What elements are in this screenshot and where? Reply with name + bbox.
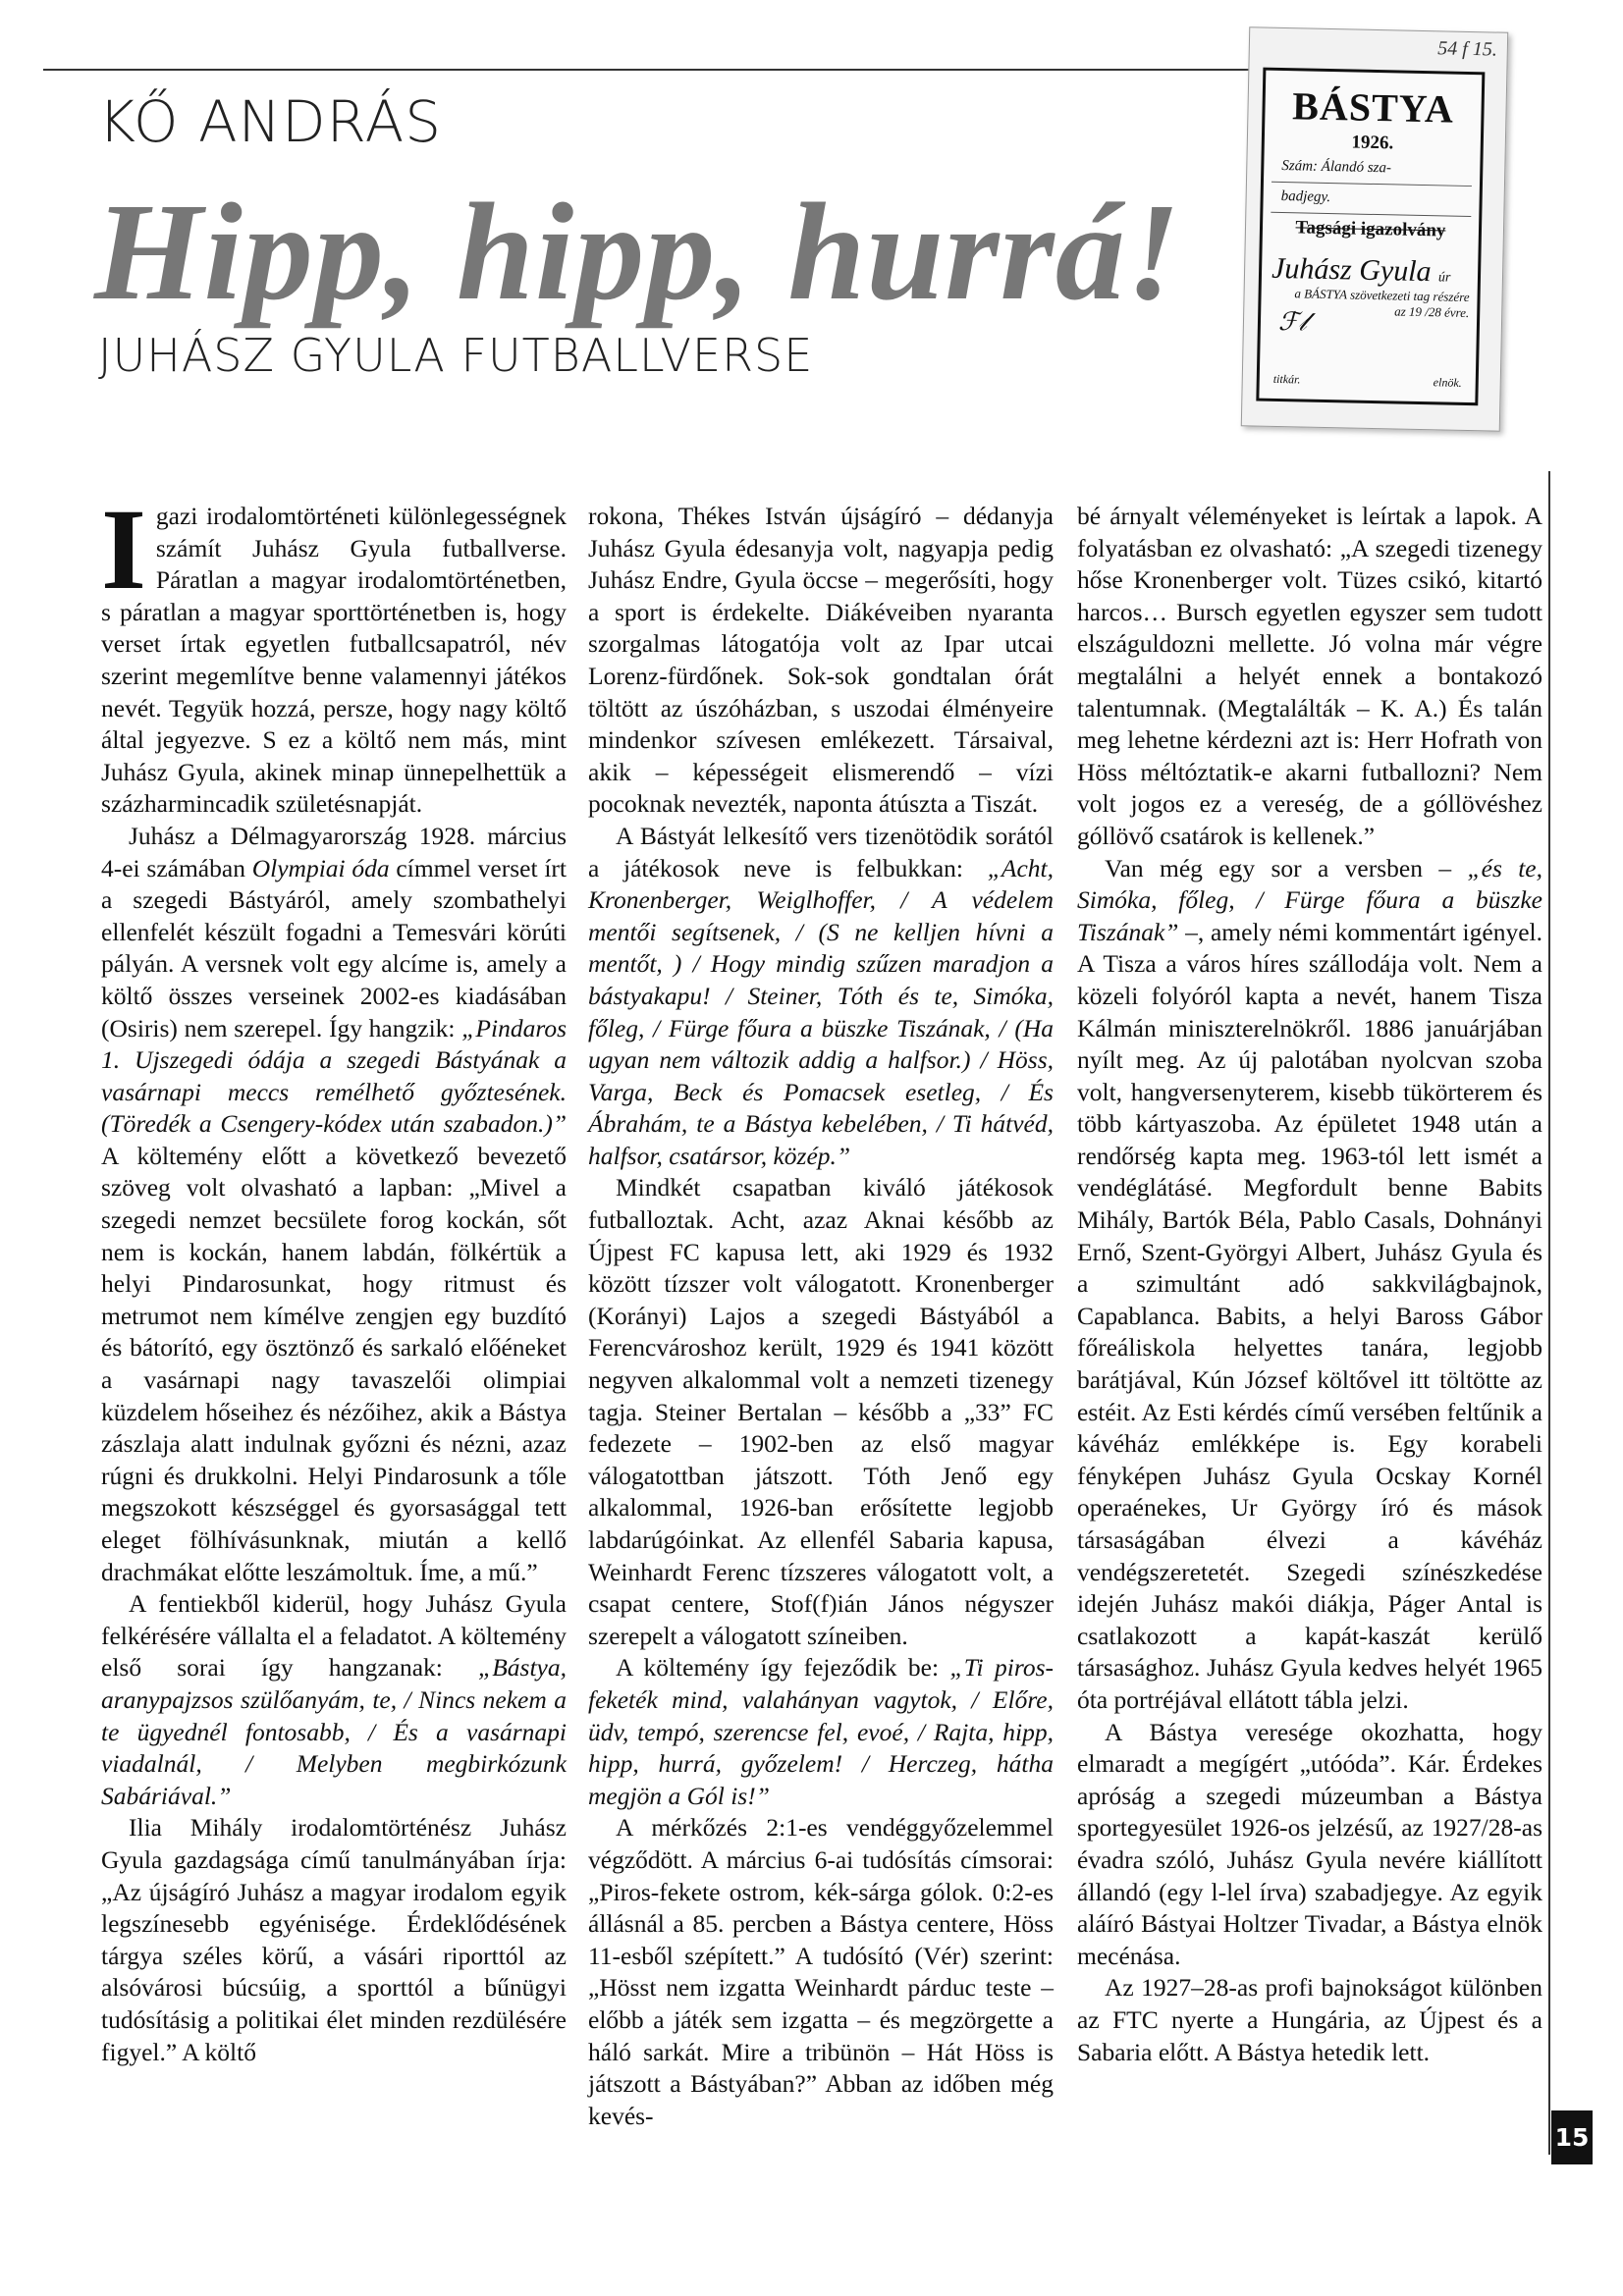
card-type: Tagsági igazolvány [1295,217,1446,241]
card-holder-name [1262,252,1479,291]
paragraph [101,1588,567,1812]
poem-quote: „Acht, Kronenberger, Weiglhoffer, / A védelem mentői segítsenek, / (S ne kelljen hívni a mentőt, ) / Hogy mindig szűzen maradjon a bástyakapu! / Steiner, Tóth és te, Simóka, főleg, / Fürge főura a büszke Tiszának, / (Ha ugyan nem változik addig a halfsor.) / Höss, Varga, Beck és Pomacsek esetleg, / És Ábrahám, te a Bástya kebelében, / Ti hátvéd, halfsor, csatársor, közép.” [588,853,1054,1170]
article-title: Hipp, hipp, hurrá! [94,174,1182,329]
drop-cap: I [101,485,146,614]
header-rule [43,69,1261,71]
poem-quote: „és te, Simóka, főleg, / Fürge főura a büszke Tiszának” [1077,853,1542,946]
paragraph: A Bástya veresége okozhatta, hogy elmaradt a megígért „utóóda”. Kár. Érdekes apróság a szegedi múzeumban a Bástya sportegyesület 1926-os jelzésű, az 1927/28-as évadra szóló, Juhász Gyula nevére kiállított állandó (egy l-lel írva) szabadjegye. Az egyik aláíró Bástyai Holtzer Tivadar, a Bástya elnök mecénása. [1077,1717,1542,1970]
paragraph: A mérkőzés 2:1-es vendéggyőzelemmel végződött. A március 6-ai tudósítás címsorai: „Piros-fekete ostrom, kék-sárga gólok. 0:2-es állásnál a 85. percben a Bástya centere, Höss 11-esből szépített.” A tudósító (Vér) szerint: „Hösst nem izgatta Weinhardt párduc teste – előbb a játék sem izgatta – és megzörgette a háló sarkát. Mire a tribünön – Hát Höss is játszott a Bástyában?” Abban az időben még kevés- [588,1813,1054,2130]
text-column-3 [1077,501,1542,2068]
card-number-line: Szám: Álandó sza- [1271,156,1473,187]
author-name: KŐ ANDRÁS [98,88,443,155]
card-frame [1256,68,1485,406]
paragraph-text: A fentiekből kiderül, hogy Juhász Gyula felkérésére vállalta el a feladatot. A költemény első sorai így hangzanak: [101,1589,567,1682]
paragraph: Az 1927–28-as profi bajnokságot különben az FTC nyerte a Hungária, az Újpest és a Sabaria előtt. A Bástya hetedik lett. [1077,1973,1542,2066]
paragraph-text: Juhász a Délmagyarország 1928. március 4-ei számában [101,821,567,882]
paragraph [1077,853,1542,1717]
card-year: 1926. [1351,132,1394,154]
paragraph: rokona, Thékes István újságíró – dédanyja Juhász Gyula édesanyja volt, nagyapja pedig Juhász Endre, Gyula öccse – megerősíti, hogy a sport is érdekelte. Diákéveiben nyaranta szorgalmas látogatója volt az Ipar utcai Lorenz-fürdőnek. Sok-sok gondtalan órát töltött az úszóházban, s uszodai élményeire mindenkor szívesen emlékezett. Társaival, akik – képességeit elismerendő – vízi pocoknak nevezték, naponta átúszta a Tiszát. [588,502,1054,819]
card-footer [1260,372,1476,392]
paragraph-text: Van még egy sor a versben – [1105,853,1468,882]
poem-quote: „Ti piros-feketék mind, valahányan vagytok, / Előre, üdv, tempó, szerencse fel, evoé, / Rajta, hipp, hipp, hurrá, győzelem! / Herczeg, hátha megjön a Gól is!” [588,1653,1054,1810]
card-number-line-2: badjegy. [1271,187,1472,217]
card-holder-suffix: úr [1437,270,1451,286]
paragraph [101,821,567,1588]
paragraph [101,485,567,821]
paragraph-text: –, amely némi kommentárt igényel. A Tisza a város híres szállodája volt. Nem a közeli folyóról kapta a nevét, hanem Tisza Kálmán miniszterelnökről. 1886 januárjában nyílt meg. Az új palotában nyolcvan szoba volt, hangversenyterem, kisebb tükörterem és több kártyaszoba. Az épületet 1948 után a rendőrség kapta meg. 1963-tól lett ismét a vendéglátásé. Megfordult benne Babits Mihály, Bartók Béla, Pablo Casals, Dohnányi Ernő, Szent-Györgyi Albert, Juhász Gyula és a szimultánt adó sakkvilágbajnok, Capablanca. Babits, a helyi Baross Gábor főreáliskola helyettes tanára, legjobb barátjával, Kún József költővel itt töltötte az estéit. Az Esti kérdés című versében feltűnik a kávéház emlékképe is. Egy korabeli fényképen Juhász Gyula Ocskay Kornél operaénekes, Ur György író és mások társaságában élvezi a kávéház vendégszeretetét. Szegedi színészkedése idején Juhász makói diákja, Páger Antal is csatlakozott a kapát-kaszát kerülő társasághoz. Juhász Gyula kedves helyét 1965 óta portréjával ellátott tábla jelzi. [1077,917,1542,1714]
article-subtitle: JUHÁSZ GYULA FUTBALLVERSE [98,329,814,382]
paragraph [588,1652,1054,1812]
card-club-name: BÁSTYA [1291,83,1455,132]
card-holder: Juhász Gyula [1271,251,1432,289]
right-margin-rule [1548,471,1550,2155]
paragraph-text: A költemény így fejeződik be: [616,1653,950,1682]
paragraph: bé árnyalt véleményeket is leírtak a lapok. A folyatásban ez olvasható: „A szegedi tizenegy hőse Kronenberger volt. Tüzes csikó, kitartó harcos… Bursch egyetlen egyszer sem tudott elszáguldozni mellette. Jó volna már végre megtalálni a helyét ennek a bontakozó talentumnak. (Megtalálták – K. A.) És talán meg lehetne kérdezni azt is: Herr Hofrath von Höss méltóztatik-e akarni futballozni? Nem volt jogos ez a vereség, de a góllövéshez góllövő csatárok is kellenek.” [1077,502,1542,850]
paragraph: Mindkét csapatban kiváló játékosok futballoztak. Acht, azaz Aknai később az Újpest FC kapusa lett, aki 1929 és 1932 között tízszer volt válogatott. Kronenberger (Korányi) Lajos a szegedi Bástyából a Ferencvároshoz került, 1929 és 1941 között negyven alkalommal volt a nemzeti tizenegy tagja. Steiner Bertalan – később a „33” FC fedezete – 1902-ben az első magyar válogatottban játszott. Tóth Jenő egy alkalommal, 1926-ban erősítette legjobb labdarúgóinkat. Az ellenfél Sabaria kapusa, Weinhardt Ferenc tízszeres válogatott volt, a csapat centere, Stof(f)ián János négyszer szerepelt a válogatott színeiben. [588,1173,1054,1650]
card-secretary-label: titkár. [1272,371,1301,387]
paragraph: Ilia Mihály irodalomtörténész Juhász Gyula gazdagsága című tanulmányában írja: „Az újságíró Juhász a magyar irodalom egyik legszínesebb egyénisége. Érdeklődésének tárgya széles körű, a vásári riporttól az alsóvárosi búcsúig, a sporttól a bűnügyi tudósításig a politikai élet minden rezdülésére figyel.” A költő [101,1813,567,2066]
card-body-line-1: a BÁSTYA szövetkezeti tag részére [1294,286,1470,305]
paragraph-text: gazi irodalomtörténeti különlegességnek számít Juhász Gyula futballverse. Páratlan a magyar irodalomtörténetben, s páratlan a magyar sporttörténetben is, hogy verset írtak egyetlen futballcsapatról, név szerint megemlítve benne valamennyi játékos nevét. Tegyük hozzá, persze, hogy nagy költő által jegyezve. S ez a költő nem más, mint Juhász Gyula, akinek minap ünnepelhettük a százharmincadik születésnapját. [101,502,567,819]
text-column-1 [101,485,567,2068]
card-president-label: elnök. [1433,375,1462,390]
paragraph-text: címmel verset írt a szegedi Bástyáról, amely szombathelyi ellenfelét készült fogadni a Temesvári körúti pályán. A versnek volt egy alcíme is, amely a költő összes verseinek 2002-es kiadásában (Osiris) nem szerepel. Így hangzik: [101,853,567,1042]
paragraph [588,821,1054,1173]
page-number: 15 [1551,2110,1593,2164]
poem-quote: „Bástya, aranypajzsos szülőanyám, te, / Nincs nekem a te ügyednél fontosabb, / És a vasárnapi viadalnál, / Melyben megbirkózunk Sabáriával.” [101,1653,567,1810]
paragraph-text: A költemény előtt a következő bevezető szöveg volt olvasható a lapban: „Mivel a szegedi nemzet becsülete forog kockán, sőt nem is kockán, hanem labdán, fölkértük a helyi Pindarosunkat, hogy ritmust és metrumot nem kímélve zengjen egy buzdító és bátorító, egy ösztönző és sarkaló előéneket a vasárnapi nagy tavaszelői olimpiai küzdelem hőseihez és nézőihez, akik a Bástya zászlaja alatt indulnak győzni és nézni, azaz rúgni és drukkolni. Helyi Pindarosunk a tőle megszokott készséggel és gyorsasággal tett eleget fölhívásunknak, miután a kellő drachmákat előtte leszámoltuk. Íme, a mű.” [101,1141,567,1586]
paragraph-text: A Bástyát lelkesítő vers tizenötödik sorától a játékosok neve is felbukkan: [588,821,1054,882]
card-body-line-2: az 19 /28 évre. [1394,303,1470,321]
membership-card-photo [1241,27,1508,431]
card-corner-note: 54 f 15. [1437,37,1498,61]
poem-title: Olympiai óda [251,853,390,882]
quoted-subtitle: „Pindaros 1. Ujszegedi ódája a szegedi Bástyának a vasárnapi meccs remélhető győztesének. (Töredék a Csengery-kódex után szabadon.)” [101,1013,567,1139]
text-column-2 [588,501,1054,2132]
card-signature: ℱ𝓁 [1277,306,1308,337]
